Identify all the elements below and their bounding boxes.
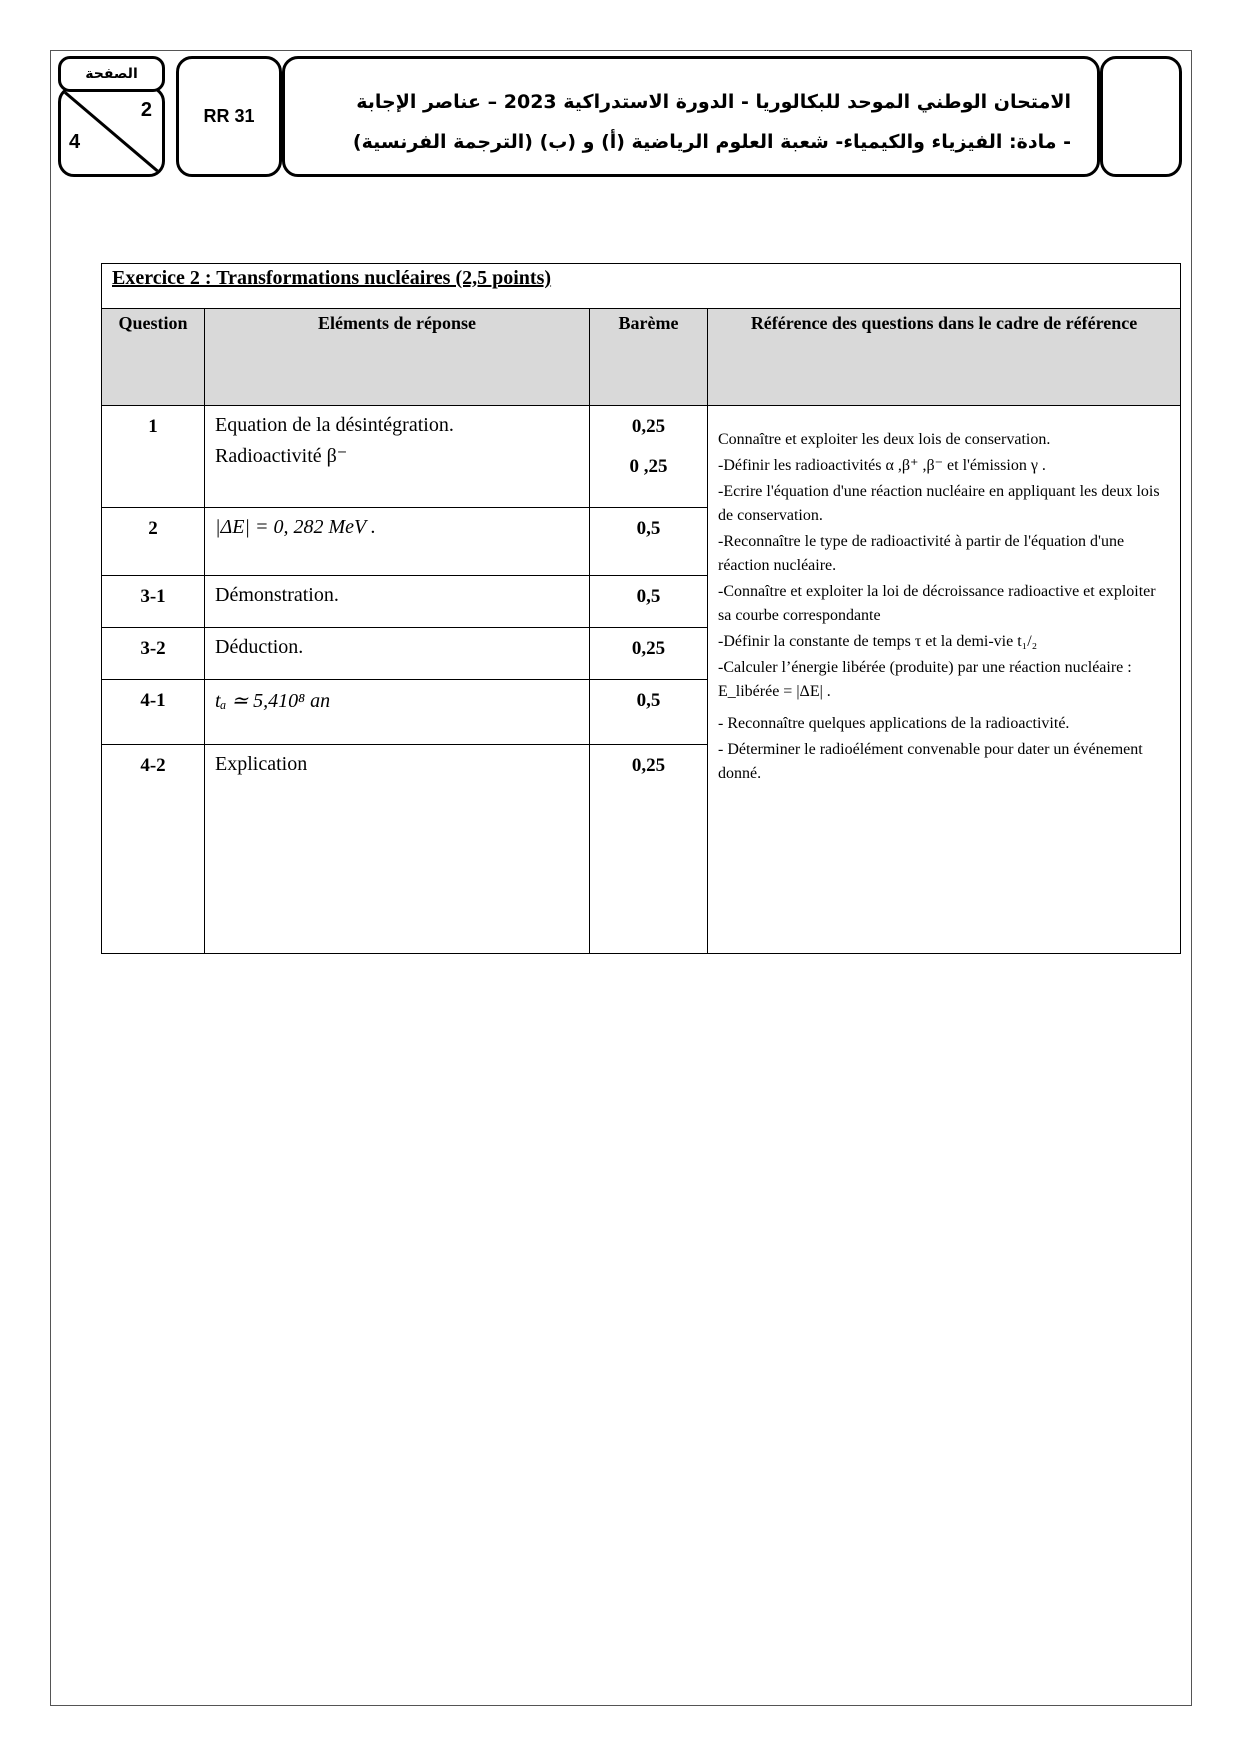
reference-line: -Ecrire l'équation d'une réaction nucléaire en appliquant les deux lois de conservation. xyxy=(718,483,1160,524)
page-total: 4 xyxy=(69,131,81,153)
answer-table xyxy=(101,263,1181,954)
answer-element: tₐ ≃ 5,410⁸ an xyxy=(205,680,590,745)
question-number: 3-1 xyxy=(102,576,205,628)
answer-line: Equation de la désintégration. xyxy=(215,414,454,436)
answer-element xyxy=(205,406,590,508)
page-label: الصفحة xyxy=(58,56,165,92)
col-elements: Eléments de réponse xyxy=(205,309,590,406)
bareme-value: 0,5 xyxy=(590,576,708,628)
question-number: 2 xyxy=(102,508,205,576)
bareme-cell xyxy=(590,406,708,508)
exam-title-line1: الامتحان الوطني الموحد للبكالوريا - الدورة الاستدراكية 2023 – عناصر الإجابة xyxy=(356,91,1071,113)
bareme-value: 0,25 xyxy=(590,628,708,680)
exam-title-box xyxy=(282,56,1100,177)
reference-line: - Déterminer le radioélément convenable pour dater un événement donné. xyxy=(718,741,1143,782)
question-number: 4-2 xyxy=(102,745,205,954)
question-number: 4-1 xyxy=(102,680,205,745)
exam-code: RR 31 xyxy=(176,56,282,177)
exam-title-line2: - مادة: الفيزياء والكيمياء- شعبة العلوم الرياضية (أ) و (ب) (الترجمة الفرنسية) xyxy=(352,131,1071,153)
table-row xyxy=(102,406,1181,508)
reference-line: -Calculer l’énergie libérée (produite) par une réaction nucléaire : E_libérée = |ΔE| . xyxy=(718,659,1132,700)
bareme-value: 0,5 xyxy=(590,508,708,576)
page-number-box xyxy=(58,86,165,177)
answer-element: Déduction. xyxy=(205,628,590,680)
col-bareme: Barème xyxy=(590,309,708,406)
bareme-value: 0,25 xyxy=(631,416,666,437)
side-box xyxy=(1100,56,1182,177)
reference-line: -Définir les radioactivités α ,β⁺ ,β⁻ et l'émission γ . xyxy=(718,457,1046,474)
bareme-value: 0 ,25 xyxy=(629,456,668,477)
reference-line: -Reconnaître le type de radioactivité à partir de l'équation d'une réaction nucléaire. xyxy=(718,533,1125,574)
page-current: 2 xyxy=(140,99,152,121)
question-number: 3-2 xyxy=(102,628,205,680)
col-reference: Référence des questions dans le cadre de référence xyxy=(708,309,1181,406)
exercise-title: Exercice 2 : Transformations nucléaires (2,5 points) xyxy=(102,264,1181,309)
question-number: 1 xyxy=(102,406,205,508)
answer-element: |ΔE| = 0, 282 MeV . xyxy=(205,508,590,576)
reference-line: Connaître et exploiter les deux lois de conservation. xyxy=(718,431,1051,448)
col-question: Question xyxy=(102,309,205,406)
answer-line: Radioactivité β⁻ xyxy=(215,445,348,467)
table-header xyxy=(102,309,1181,406)
bareme-value: 0,25 xyxy=(590,745,708,954)
answer-element: Démonstration. xyxy=(205,576,590,628)
reference-line: - Reconnaître quelques applications de la radioactivité. xyxy=(718,715,1070,732)
reference-line: -Connaître et exploiter la loi de décroissance radioactive et exploiter sa courbe correspondante xyxy=(718,583,1156,624)
reference-cell xyxy=(708,406,1181,954)
reference-line: -Définir la constante de temps τ et la demi-vie t₁/₂ xyxy=(718,633,1038,650)
answer-element: Explication xyxy=(205,745,590,954)
bareme-value: 0,5 xyxy=(590,680,708,745)
